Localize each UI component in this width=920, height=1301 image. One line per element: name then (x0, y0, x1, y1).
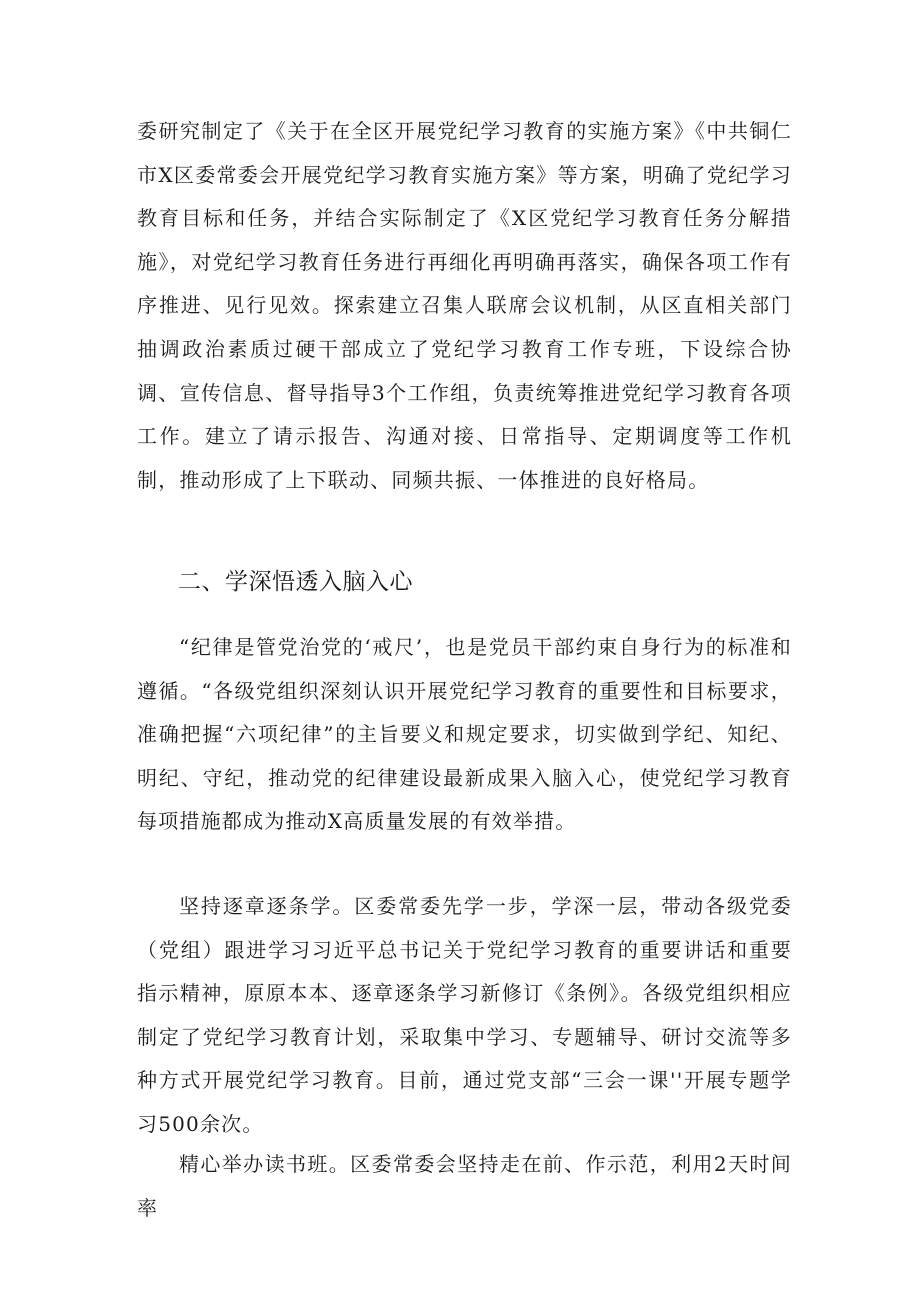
body-paragraph: “纪律是管党治党的‘戒尺’，也是党员干部约束自身行为的标准和遵循。“各级党组织深刻认识开展党纪学习教育的重要性和目标要求，准确把握“六项纪律”的主旨要义和规定要求，切实做到学纪、知纪、明纪、守纪，推动党的纪律建设最新成果入脑入心，使党纪学习教育每项措施都成为推动X高质量发展的有效举措。 (137, 635, 792, 834)
section-heading: 二、学深悟透入脑入心 (178, 569, 413, 595)
body-paragraph: 坚持逐章逐条学。区委常委先学一步，学深一层，带动各级党委（党组）跟进学习习近平总书记关于党纪学习教育的重要讲话和重要指示精神，原原本本、逐章逐条学习新修订《条例》。各级党组织相应制定了党纪学习教育计划，采取集中学习、专题辅导、研讨交流等多种方式开展党纪学习教育。目前，通过党支部“三会一课''开展专题学习500余次。 (137, 894, 792, 1136)
body-paragraph: 精心举办读书班。区委常委会坚持走在前、作示范，利用2天时间率 (137, 1152, 792, 1220)
body-paragraph: 委研究制定了《关于在全区开展党纪学习教育的实施方案》《中共铜仁市X区委常委会开展党纪学习教育实施方案》等方案，明确了党纪学习教育目标和任务，并结合实际制定了《X区党纪学习教育任务分解措施》，对党纪学习教育任务进行再细化再明确再落实，确保各项工作有序推进、见行见效。探索建立召集人联席会议机制，从区直相关部门抽调政治素质过硬干部成立了党纪学习教育工作专班，下设综合协调、宣传信息、督导指导3个工作组，负责统筹推进党纪学习教育各项工作。建立了请示报告、沟通对接、日常指导、定期调度等工作机制，推动形成了上下联动、同频共振、一体推进的良好格局。 (137, 119, 792, 492)
